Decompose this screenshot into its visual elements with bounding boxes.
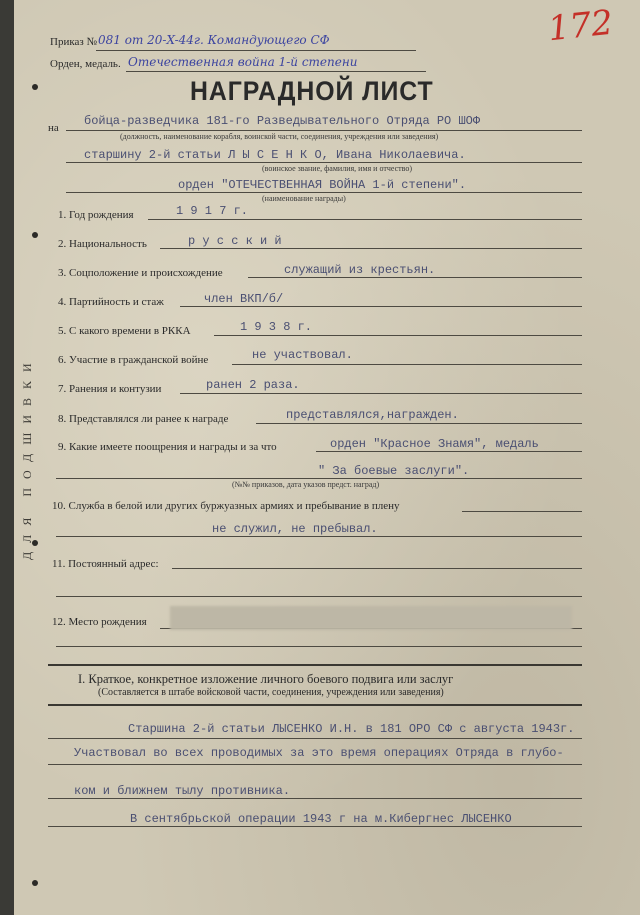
nominee-award-caption: (наименование награды): [262, 194, 346, 203]
page-title: НАГРАДНОЙ ЛИСТ: [190, 76, 434, 106]
order-handwritten: 081 от 20-X-44г. Командующего СФ: [98, 33, 330, 47]
nominee-position: бойца-разведчика 181-го Разведывательного Отряда РО ШОФ: [84, 114, 481, 128]
field-value-rkka: 1 9 3 8 г.: [240, 320, 313, 334]
side-binding-text: ДЛЯ ПОДШИВКИ: [20, 354, 34, 560]
section-heading: I. Краткое, конкретное изложение личного боевого подвига или заслуг: [78, 672, 454, 686]
nominee-prefix: на: [48, 122, 59, 134]
nominee-position-caption: (должность, наименование корабля, воинской части, соединения, учреждения или заведения): [120, 132, 439, 141]
field-label-civil-war: 6. Участие в гражданской войне: [58, 354, 209, 366]
field-value-social: служащий из крестьян.: [284, 263, 436, 277]
field-label-party: 4. Партийность и стаж: [58, 296, 164, 308]
order-award-label: Орден, медаль.: [50, 58, 121, 70]
field-value-nationality: р у с с к и й: [188, 234, 282, 248]
field-label-birthplace: 12. Место рождения: [52, 616, 147, 628]
order-label: Приказ №: [50, 36, 97, 48]
nominee-award: орден "ОТЕЧЕСТВЕННАЯ ВОЙНА 1-й степени".: [178, 178, 467, 192]
field-value-civil-war: не участвовал.: [252, 348, 353, 362]
field-label-prior-award: 8. Представлялся ли ранее к награде: [58, 413, 229, 425]
section-subheading: (Составляется в штабе войсковой части, соединения, учреждения или заведения): [98, 687, 444, 698]
field-value-wounds: ранен 2 раза.: [206, 378, 300, 392]
field-value-party: член ВКП/б/: [204, 292, 284, 306]
field-decorations-caption: (№№ приказов, дата указов предст. наград): [232, 480, 380, 489]
nominee-name: старшину 2-й статьи Л Ы С Е Н К О, Ивана Николаевича.: [84, 148, 466, 162]
field-label-decorations: 9. Какие имеете поощрения и награды и за что: [58, 441, 277, 453]
redacted-area: [170, 606, 572, 630]
field-value-prior-award: представлялся,награжден.: [286, 408, 459, 422]
nominee-name-caption: (воинское звание, фамилия, имя и отчество): [262, 164, 413, 173]
field-value-decorations-2: " За боевые заслуги".: [318, 464, 470, 478]
field-value-birth-year: 1 9 1 7 г.: [176, 204, 249, 218]
field-value-decorations: орден "Красное Знамя", медаль: [330, 437, 539, 451]
field-value-white-army: не служил, не пребывал.: [212, 522, 378, 536]
punch-hole: [32, 232, 38, 238]
section-line-3: ком и ближнем тылу противника.: [74, 784, 291, 798]
field-label-nationality: 2. Национальность: [58, 238, 147, 250]
field-label-birth-year: 1. Год рождения: [58, 209, 134, 221]
field-label-rkka: 5. С какого времени в РККА: [58, 325, 191, 337]
field-label-white-army: 10. Служба в белой или других буржуазных армиях и пребывание в плену: [52, 500, 400, 512]
field-label-address: 11. Постоянный адрес:: [52, 558, 159, 570]
punch-hole: [32, 84, 38, 90]
field-label-social: 3. Соцположение и происхождение: [58, 267, 223, 279]
section-line-1: Старшина 2-й статьи ЛЫСЕНКО И.Н. в 181 ОРО СФ с августа 1943г.: [128, 722, 575, 736]
field-label-wounds: 7. Ранения и контузии: [58, 383, 162, 395]
punch-hole: [32, 880, 38, 886]
sheet-number: 172: [546, 2, 615, 50]
order-award-handwritten: Отечественная война 1-й степени: [128, 55, 358, 69]
section-line-4: В сентябрьской операции 1943 г на м.Кибергнес ЛЫСЕНКО: [130, 812, 512, 826]
section-line-2: Участвовал во всех проводимых за это время операциях Отряда в глубо-: [74, 746, 564, 760]
